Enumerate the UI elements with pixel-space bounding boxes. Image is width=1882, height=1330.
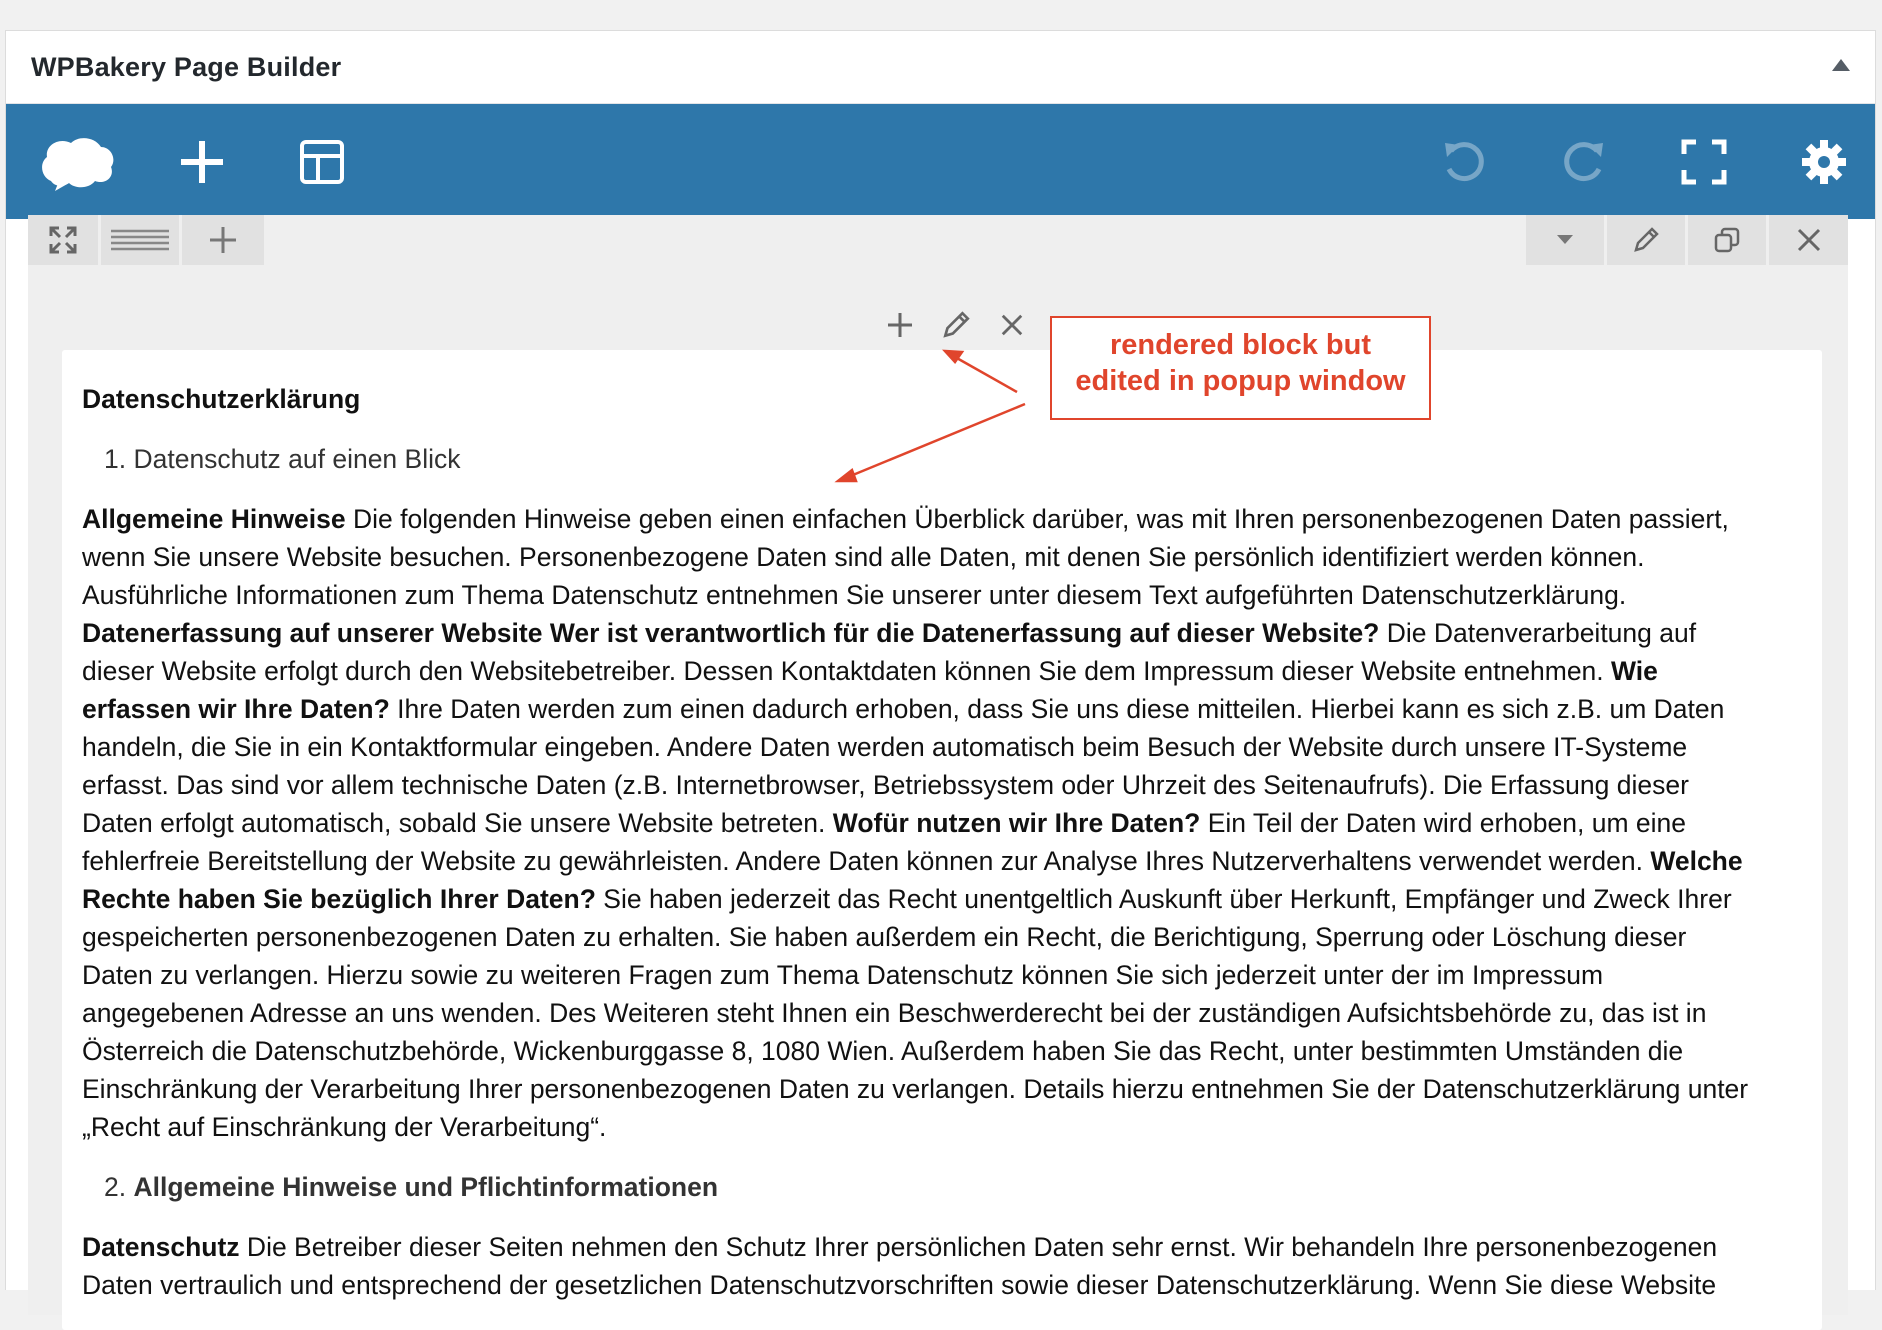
templates-icon[interactable] [267,104,377,219]
redo-icon[interactable] [1529,104,1639,219]
add-element-icon[interactable] [147,104,257,219]
move-icon[interactable] [28,215,98,265]
row-container [28,215,1848,1315]
column-controls [881,305,1031,345]
row-controls [28,215,1848,265]
toggle-icon[interactable] [1526,215,1604,265]
metabox-title: WPBakery Page Builder [31,52,342,82]
settings-gear-icon[interactable] [1769,104,1876,219]
paragraph-1: Allgemeine Hinweise Die folgenden Hinweise geben einen einfachen Überblick darüber, was mit Ihren personenbezogenen Daten passiert, wenn Sie unsere Website besuchen. Personenbezogene Daten sind alle Daten, mit denen Sie persönlich identifiziert werden können. Ausführliche Informationen zum Thema Datenschutz entnehmen Sie unserer unter diesem Text aufgeführten Datenschutzerklärung. Datenerfassung auf unserer Website Wer ist verantwortlich für die Datenerfassung auf dieser Website? Die Datenverarbeitung auf dieser Website erfolgt durch den Websitebetreiber. Dessen Kontaktdaten können Sie dem Impressum dieser Website entnehmen. Wie erfassen wir Ihre Daten? Ihre Daten werden zum einen dadurch erhoben, dass Sie uns diese mitteilen. Hierbei kann es sich z.B. um Daten handeln, die Sie in ein Kontaktformular eingeben. Andere Daten werden automatisch beim Besuch der Website durch unsere IT-Systeme erfasst. Das sind vor allem technische Daten (z.B. Internetbrowser, Betriebssystem oder Uhrzeit des Seitenaufrufs). Die Erfassung dieser Daten erfolgt automatisch, sobald Sie unsere Website betreten. Wofür nutzen wir Ihre Daten? Ein Teil der Daten wird erhoben, um eine fehlerfreie Bereitstellung der Website zu gewährleisten. Andere Daten können zur Analyse Ihres Nutzerverhaltens verwendet werden. Welche Rechte haben Sie bezüglich Ihrer Daten? Sie haben jederzeit das Recht unentgeltlich Auskunft über Herkunft, Empfänger und Zweck Ihrer gespeicherten personenbezogenen Daten zu erhalten. Sie haben außerdem ein Recht, die Berichtigung, Sperrung oder Löschung dieser Daten zu verlangen. Hierzu sowie zu weiteren Fragen zum Thema Datenschutz können Sie sich jederzeit unter der im Impressum angegebenen Adresse an uns wenden. Des Weiteren steht Ihnen ein Beschwerderecht bei der zuständigen Aufsichtsbehörde zu, das ist in Österreich die Datenschutzbehörde, Wickenburggasse 8, 1080 Wien. Außerdem haben Sie das Recht, unter bestimmten Umständen die Einschränkung der Verarbeitung Ihrer personenbezogenen Daten zu verlangen. Details hierzu entnehmen Sie der Datenschutzerklärung unter „Recht auf Einschränkung der Verarbeitung“. [82,504,1749,1142]
fullscreen-icon[interactable] [1649,104,1759,219]
section-heading-1: 1. Datenschutz auf einen Blick [104,444,461,474]
annotation-callout: rendered block but edited in popup window [1050,316,1431,420]
layout-icon[interactable] [101,215,179,265]
paragraph-2: Datenschutz Die Betreiber dieser Seiten nehmen den Schutz Ihrer persönlichen Daten sehr ernst. Wir behandeln Ihre personenbezogenen Daten vertraulich und entsprechend der gesetzlichen Datenschutzvorschriften sowie dieser Datenschutzerklärung. Wenn Sie diese Website [82,1232,1718,1300]
text-block-element[interactable] [62,350,1822,1330]
undo-icon[interactable] [1409,104,1519,219]
add-icon[interactable] [881,305,919,345]
delete-icon[interactable] [1769,215,1848,265]
add-column-icon[interactable] [182,215,264,265]
triangle-up-icon[interactable] [1832,59,1850,71]
wpbakery-logo-icon[interactable] [22,104,132,219]
delete-icon[interactable] [993,305,1031,345]
metabox-header [6,31,1875,104]
edit-pencil-icon[interactable] [937,305,975,345]
edit-pencil-icon[interactable] [1607,215,1685,265]
section-heading-2: 2. Allgemeine Hinweise und Pflichtinformationen [104,1172,719,1202]
builder-navbar [6,104,1875,219]
content-heading: Datenschutzerklärung [82,384,361,414]
clone-icon[interactable] [1688,215,1766,265]
